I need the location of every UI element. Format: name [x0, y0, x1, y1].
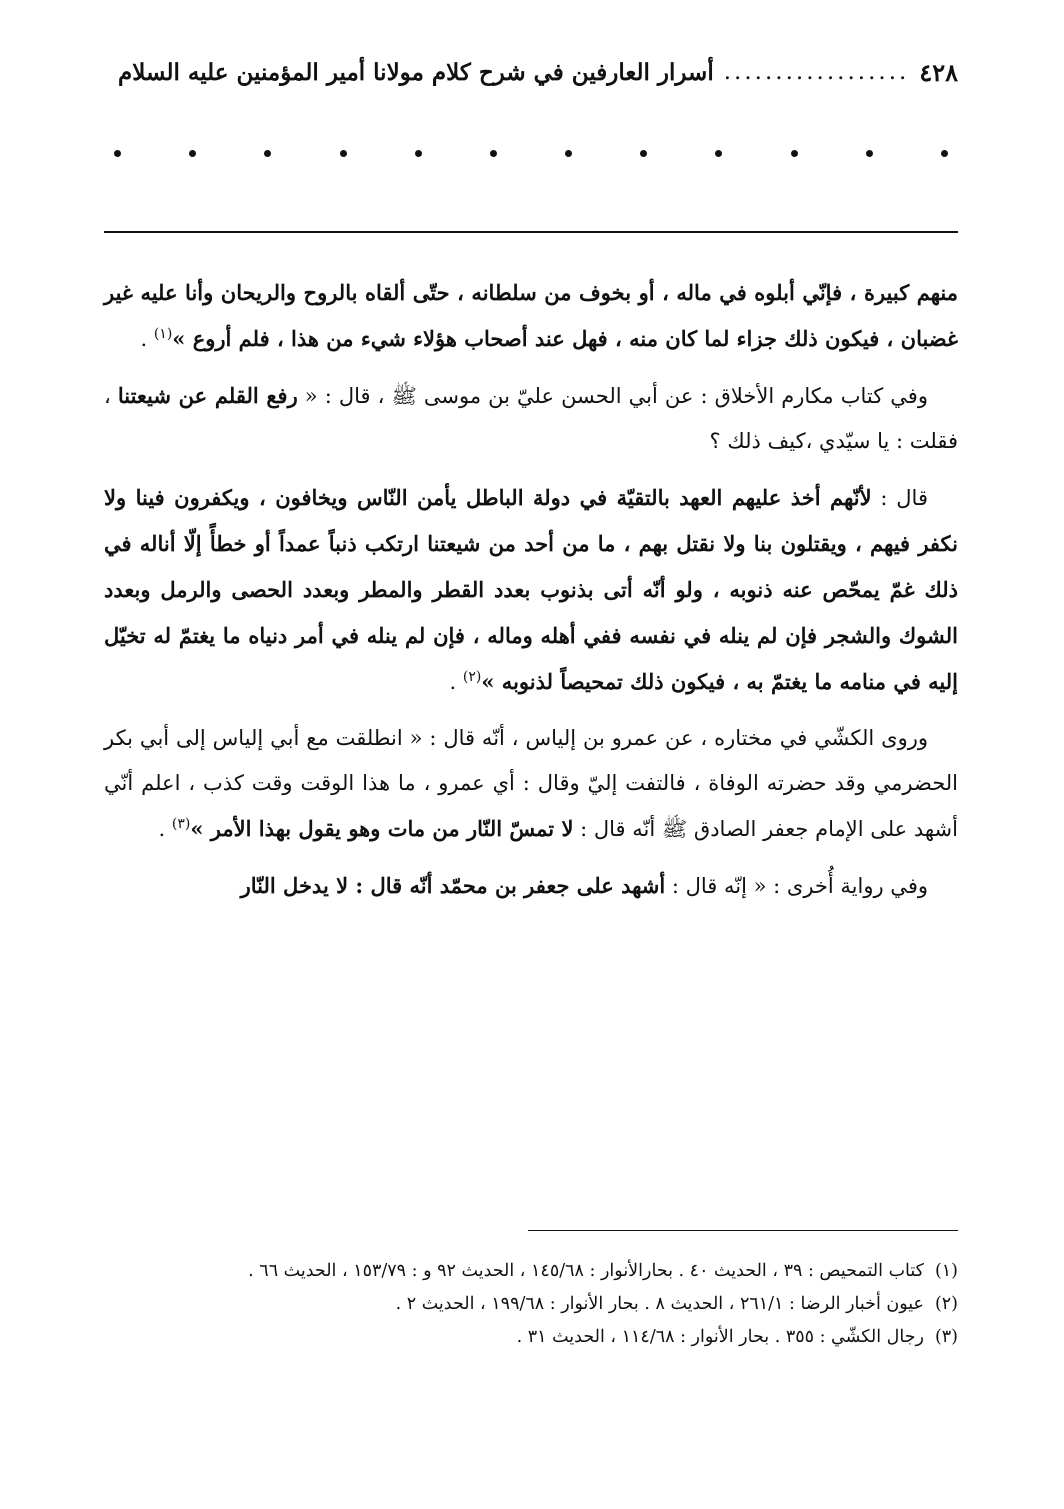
paragraph-4-intro: وروى الكشّي في مختاره ، عن عمرو بن إلياس ، أنّه قال : « انطلقت مع أبي إلياس إلى أبي بكر الحضرمي وقد حضرته الوفاة ، فالتفت إليّ وقال : أي عمرو ، ما هذا الوقت وقت كذب ، اعلم أنّي أشهد على الإمام جعفر الصادق ﷺ أنّه قال : — [104, 726, 958, 841]
footnote-ref-3[interactable]: (٣) — [171, 816, 191, 832]
footnote-text: رجال الكشّي : ٣٥٥ . بحار الأنوار : ١١٤/٦٨ ، الحديث ٣١ . — [516, 1327, 924, 1347]
paragraph-3-end: . — [449, 670, 457, 694]
paragraph-3-text: لأنّهم أخذ عليهم العهد بالتقيّة في دولة الباطل يأمن النّاس ويخافون ، ويكفرون فينا ولا نكفر فيهم ، ويقتلون بنا ولا نقتل بهم ، ما من أحد من شيعتنا ارتكب ذنباً عمداً أو خطأً إلّا أناله في ذلك غمّ يمحّص عنه ذنوبه ، ولو أنّه أتى بذنوب بعدد القطر والمطر وبعدد الحصى والرمل وبعدد الشوك والشجر فإن لم ينله في نفسه ففي أهله وماله ، فإن لم ينله في أمر دنياه ما يغتمّ له تخيّل إليه في منامه ما يغتمّ به ، فيكون ذلك تمحيصاً لذنوبه » — [104, 485, 958, 694]
footnote-1 — [104, 1255, 958, 1288]
footnote-text: كتاب التمحيص : ٣٩ ، الحديث ٤٠ . بحارالأنوار : ١٤٥/٦٨ ، الحديث ٩٢ و : ١٥٣/٧٩ ، الحديث ٦٦ . — [248, 1261, 924, 1281]
paragraph-4 — [104, 716, 958, 852]
footnote-3 — [104, 1321, 958, 1354]
paragraph-1-text: منهم كبيرة ، فإنّي أبلوه في ماله ، أو بخوف من سلطانه ، حتّى ألقاه بالروح والريحان وأنا عليه غير غضبان ، فيكون ذلك جزاء لما كان منه ، فهل عند أصحاب هؤلاء شيء من هذا ، فلم أروع » — [104, 280, 958, 351]
paragraph-4-end: . — [158, 817, 166, 841]
ornament-dot — [715, 150, 722, 157]
ornament-dot — [340, 150, 347, 157]
paragraph-3-intro: قال : — [880, 486, 928, 510]
body-text — [104, 270, 958, 920]
ornament-dot — [565, 150, 572, 157]
footnotes — [104, 1255, 958, 1354]
ornament-dot — [189, 150, 196, 157]
running-head — [104, 52, 958, 92]
page-number: ٤٢٨ — [919, 57, 958, 87]
dot-leader: .................. — [723, 59, 910, 85]
paragraph-3 — [104, 475, 958, 705]
ornament-dot — [791, 150, 798, 157]
footnote-ref-2[interactable]: (٢) — [462, 669, 482, 685]
footnote-2 — [104, 1288, 958, 1321]
ornament-dot — [114, 150, 121, 157]
book-title: أسرار العارفين في شرح كلام مولانا أمير المؤمنين عليه السلام — [118, 58, 714, 86]
paragraph-5-intro: وفي رواية أُخرى : « إنّه قال : — [671, 874, 928, 898]
footnote-rule — [528, 1230, 958, 1231]
paragraph-4-quote: لا تمسّ النّار من مات وهو يقول بهذا الأمر » — [190, 816, 574, 841]
ornament-dot — [490, 150, 497, 157]
ornament-dot — [866, 150, 873, 157]
paragraph-2-quote: رفع القلم عن شيعتنا — [117, 383, 298, 408]
paragraph-1-end: . — [140, 327, 148, 351]
paragraph-2-outro: ، فقلت : يا سيّدي ،كيف ذلك ؟ — [104, 384, 958, 453]
ornament-dot — [941, 150, 948, 157]
paragraph-2 — [104, 373, 958, 464]
paragraph-2-intro: وفي كتاب مكارم الأخلاق : عن أبي الحسن عليّ بن موسى ﷺ ، قال : « — [304, 384, 928, 408]
header-rule — [104, 231, 958, 233]
ornament-dot — [640, 150, 647, 157]
book-page — [104, 0, 958, 1509]
ornament-dot — [264, 150, 271, 157]
footnote-number: (١) — [934, 1261, 958, 1281]
footnote-ref-1[interactable]: (١) — [153, 326, 173, 342]
ornamental-dot-row — [104, 150, 958, 157]
paragraph-5 — [104, 863, 958, 909]
footnote-number: (٢) — [934, 1294, 958, 1314]
paragraph-5-quote: أشهد على جعفر بن محمّد أنّه قال : لا يدخل النّار — [240, 873, 666, 898]
ornament-dot — [415, 150, 422, 157]
footnote-text: عيون أخبار الرضا : ٢٦١/١ ، الحديث ٨ . بحار الأنوار : ١٩٩/٦٨ ، الحديث ٢ . — [395, 1294, 924, 1314]
footnote-number: (٣) — [934, 1327, 958, 1347]
paragraph-1 — [104, 270, 958, 362]
